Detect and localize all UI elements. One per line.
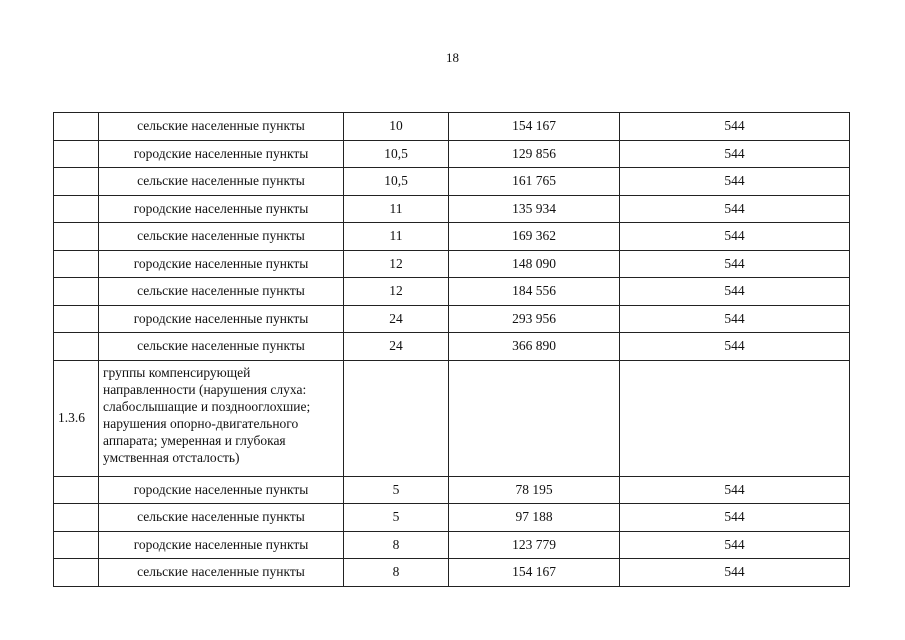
table-row xyxy=(54,278,850,306)
row-value-c-cell: 544 xyxy=(620,559,850,587)
row-number-cell xyxy=(54,140,99,168)
table-row xyxy=(54,305,850,333)
row-value-a-cell: 10,5 xyxy=(344,168,449,196)
table-row xyxy=(54,195,850,223)
row-number-cell xyxy=(54,559,99,587)
row-number-cell xyxy=(54,305,99,333)
row-value-a-cell: 10 xyxy=(344,113,449,141)
row-name-cell: группы компенсирующей направленности (нарушения слуха: слабослышащие и позднооглохшие; нарушения опорно-двигательного аппарата; умеренная и глубокая умственная отсталость) xyxy=(99,360,344,476)
row-value-c-cell: 544 xyxy=(620,140,850,168)
table-row xyxy=(54,531,850,559)
row-name-cell: сельские населенные пункты xyxy=(99,559,344,587)
row-value-a-cell: 24 xyxy=(344,305,449,333)
row-value-c-cell: 544 xyxy=(620,531,850,559)
row-value-a-cell: 5 xyxy=(344,504,449,532)
row-value-b-cell: 169 362 xyxy=(449,223,620,251)
row-value-c-cell: 544 xyxy=(620,168,850,196)
row-value-c-cell: 544 xyxy=(620,195,850,223)
table-row xyxy=(54,140,850,168)
row-name-cell: сельские населенные пункты xyxy=(99,278,344,306)
row-value-b-cell: 154 167 xyxy=(449,113,620,141)
table-row xyxy=(54,333,850,361)
row-name-cell: городские населенные пункты xyxy=(99,140,344,168)
row-number-cell xyxy=(54,168,99,196)
table-row xyxy=(54,476,850,504)
row-value-b-cell: 123 779 xyxy=(449,531,620,559)
row-value-c-cell: 544 xyxy=(620,250,850,278)
row-value-b-cell: 148 090 xyxy=(449,250,620,278)
row-value-b-cell: 184 556 xyxy=(449,278,620,306)
table-row xyxy=(54,559,850,587)
table-row xyxy=(54,168,850,196)
row-value-c-cell xyxy=(620,360,850,476)
row-value-a-cell: 12 xyxy=(344,250,449,278)
table-body xyxy=(54,113,850,587)
row-value-a-cell: 12 xyxy=(344,278,449,306)
row-value-c-cell: 544 xyxy=(620,278,850,306)
row-number-cell xyxy=(54,531,99,559)
row-number-cell xyxy=(54,250,99,278)
row-value-c-cell: 544 xyxy=(620,476,850,504)
table-row xyxy=(54,223,850,251)
row-value-b-cell: 78 195 xyxy=(449,476,620,504)
row-value-a-cell: 24 xyxy=(344,333,449,361)
row-number-cell xyxy=(54,333,99,361)
row-value-a-cell xyxy=(344,360,449,476)
row-name-cell: городские населенные пункты xyxy=(99,250,344,278)
row-value-b-cell: 366 890 xyxy=(449,333,620,361)
row-number-cell xyxy=(54,278,99,306)
row-value-c-cell: 544 xyxy=(620,113,850,141)
row-value-a-cell: 11 xyxy=(344,223,449,251)
row-name-cell: городские населенные пункты xyxy=(99,476,344,504)
row-number-cell: 1.3.6 xyxy=(54,360,99,476)
row-value-a-cell: 8 xyxy=(344,531,449,559)
row-value-a-cell: 8 xyxy=(344,559,449,587)
data-table xyxy=(53,112,850,587)
row-name-cell: сельские населенные пункты xyxy=(99,504,344,532)
row-name-cell: сельские населенные пункты xyxy=(99,333,344,361)
row-value-c-cell: 544 xyxy=(620,223,850,251)
table-row xyxy=(54,504,850,532)
row-value-b-cell: 293 956 xyxy=(449,305,620,333)
row-number-cell xyxy=(54,476,99,504)
row-value-b-cell: 154 167 xyxy=(449,559,620,587)
row-value-a-cell: 11 xyxy=(344,195,449,223)
row-value-c-cell: 544 xyxy=(620,504,850,532)
row-value-b-cell: 135 934 xyxy=(449,195,620,223)
row-value-c-cell: 544 xyxy=(620,305,850,333)
row-name-cell: городские населенные пункты xyxy=(99,305,344,333)
row-name-cell: сельские населенные пункты xyxy=(99,113,344,141)
row-number-cell xyxy=(54,195,99,223)
row-value-a-cell: 10,5 xyxy=(344,140,449,168)
row-name-cell: городские населенные пункты xyxy=(99,531,344,559)
row-number-cell xyxy=(54,504,99,532)
row-value-c-cell: 544 xyxy=(620,333,850,361)
row-number-cell xyxy=(54,223,99,251)
row-number-cell xyxy=(54,113,99,141)
row-name-cell: сельские населенные пункты xyxy=(99,223,344,251)
table-row xyxy=(54,113,850,141)
row-value-b-cell: 97 188 xyxy=(449,504,620,532)
row-name-cell: сельские населенные пункты xyxy=(99,168,344,196)
row-value-b-cell: 161 765 xyxy=(449,168,620,196)
row-value-b-cell: 129 856 xyxy=(449,140,620,168)
row-value-a-cell: 5 xyxy=(344,476,449,504)
table-row xyxy=(54,250,850,278)
row-value-b-cell xyxy=(449,360,620,476)
row-name-cell: городские населенные пункты xyxy=(99,195,344,223)
table-section-row xyxy=(54,360,850,476)
page-number: 18 xyxy=(446,50,459,65)
